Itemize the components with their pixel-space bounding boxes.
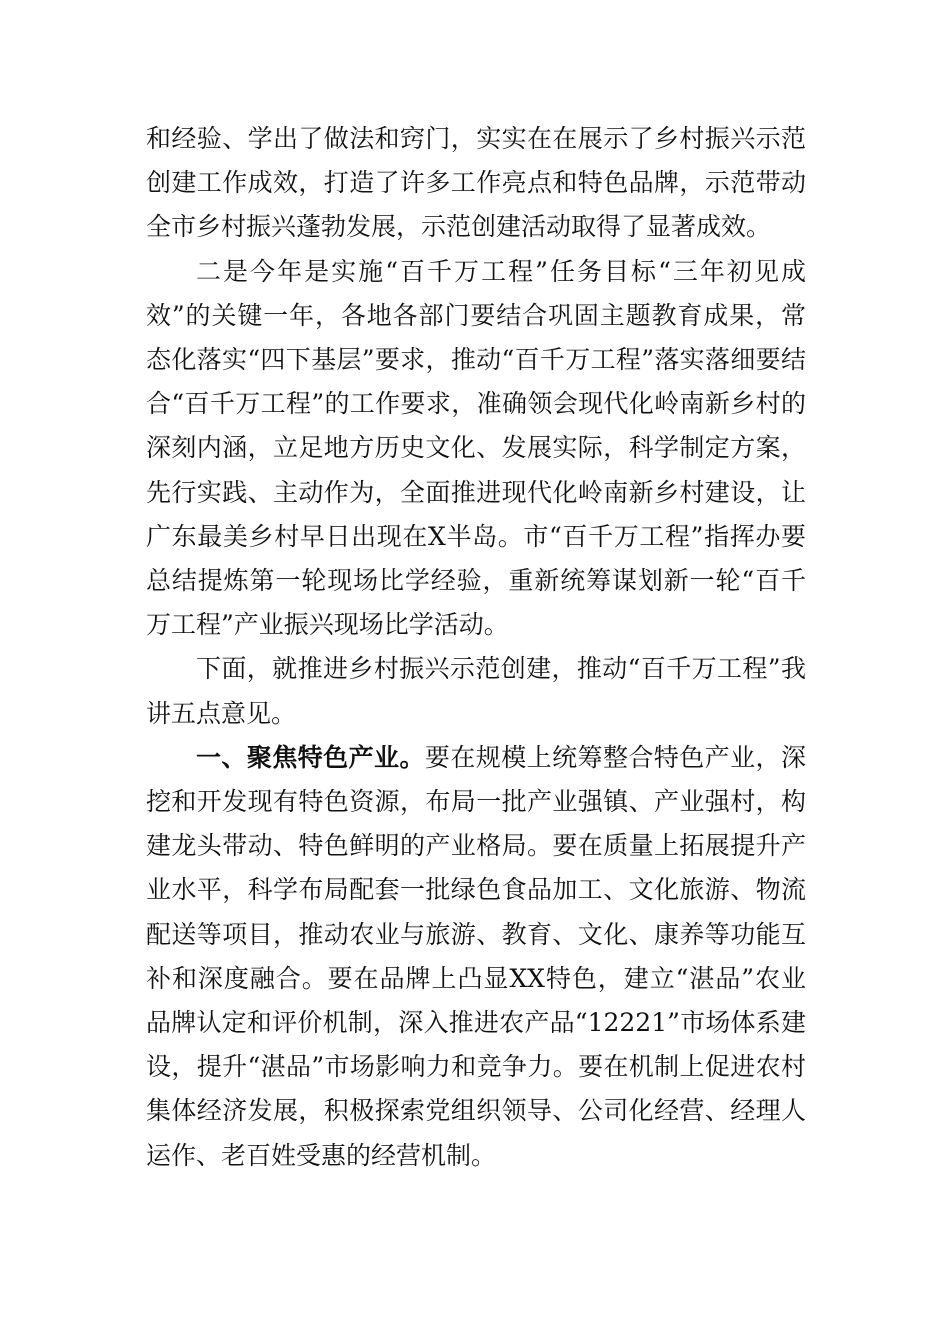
paragraph-point-one <box>146 736 806 1178</box>
document-body <box>146 117 806 1178</box>
paragraph-intro-five-points <box>146 647 806 735</box>
paragraph-text: 和经验、学出了做法和窍门，实实在在展示了乡村振兴示范创建工作成效，打造了许多工作亮点和特色品牌，示范带动全市乡村振兴蓬勃发展，示范创建活动取得了显著成效。 <box>146 124 806 242</box>
section-heading: 一、聚焦特色产业。 <box>196 742 425 772</box>
paragraph-text: 二是今年是实施“百千万工程”任务目标“三年初见成效”的关键一年，各地各部门要结合巩固主题教育成果，常态化落实“四下基层”要求，推动“百千万工程”落实落细要结合“百千万工程”的工作要求，准确领会现代化岭南新乡村的深刻内涵，立足地方历史文化、发展实际，科学制定方案，先行实践、主动作为，全面推进现代化岭南新乡村建设，让广东最美乡村早日出现在X半岛。市“百千万工程”指挥办要总结提炼第一轮现场比学经验，重新统筹谋划新一轮“百千万工程”产业振兴现场比学活动。 <box>146 256 806 640</box>
paragraph-text: 下面，就推进乡村振兴示范创建，推动“百千万工程”我讲五点意见。 <box>146 654 806 728</box>
paragraph-second-point <box>146 250 806 648</box>
paragraph-text: 要在规模上统筹整合特色产业，深挖和开发现有特色资源，布局一批产业强镇、产业强村，构建龙头带动、特色鲜明的产业格局。要在质量上拓展提升产业水平，科学布局配套一批绿色食品加工、文化旅游、物流配送等项目，推动农业与旅游、教育、文化、康养等功能互补和深度融合。要在品牌上凸显XX特色，建立“湛品”农业品牌认定和评价机制，深入推进农产品“12221”市场体系建设，提升“湛品”市场影响力和竞争力。要在机制上促进农村集体经济发展，积极探索党组织领导、公司化经营、经理人运作、老百姓受惠的经营机制。 <box>146 742 806 1170</box>
paragraph-continuation <box>146 117 806 250</box>
